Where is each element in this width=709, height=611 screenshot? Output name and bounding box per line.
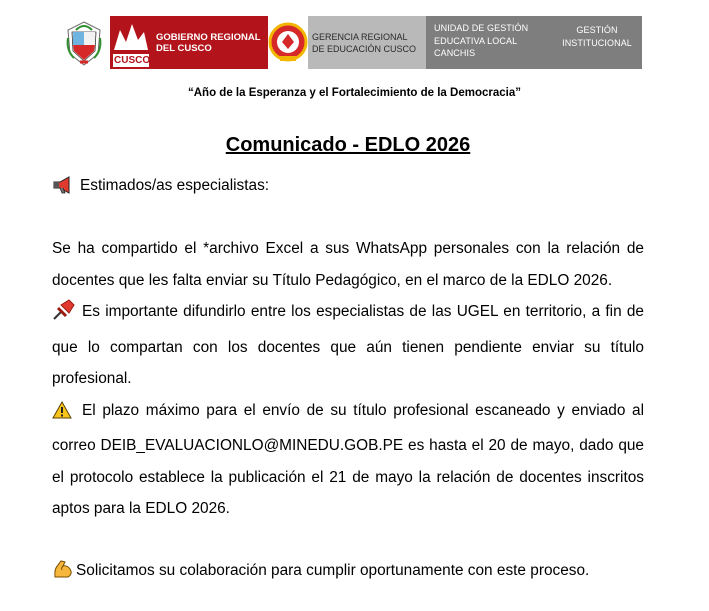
flexed-biceps-icon (52, 559, 74, 591)
closing-line (52, 555, 644, 591)
greeting-line (52, 170, 644, 206)
gerencia-regional-block (308, 16, 426, 69)
gestion-institucional-text (552, 16, 642, 69)
megaphone-icon (52, 174, 74, 206)
gobierno-regional-text (152, 32, 261, 54)
ugel-line-3: CANCHIS (434, 48, 476, 58)
message-body (52, 233, 644, 525)
paragraph-2 (52, 296, 644, 395)
paragraph-1: Se ha compartido el *archivo Excel a sus WhatsApp personales con la relación de docentes que les falta enviar su Título Pedagógico, en el marco de la EDLO 2026. (52, 240, 644, 289)
gobierno-line-1: GOBIERNO REGIONAL (156, 31, 261, 43)
gerencia-line-2: DE EDUCACIÓN CUSCO (312, 43, 417, 54)
gerencia-emblem-icon (268, 16, 308, 69)
warning-icon (52, 399, 72, 431)
gerencia-text (308, 31, 416, 55)
header-banner (58, 16, 642, 69)
page-title: Comunicado - EDLO 2026 (225, 134, 471, 156)
year-motto: “Año de la Esperanza y el Fortalecimiento de la Democracia” (188, 87, 521, 99)
ugel-text (426, 16, 552, 69)
greeting-text: Estimados/as especialistas: (80, 177, 270, 194)
cusco-mark: CUSCO (114, 55, 151, 66)
peru-coat-of-arms-icon (64, 18, 104, 68)
gerencia-line-1: GERENCIA REGIONAL (312, 31, 408, 42)
gestion-line-2: INSTITUCIONAL (562, 37, 632, 48)
ugel-line-2: EDUCATIVA LOCAL (434, 35, 518, 46)
ugel-line-1: UNIDAD DE GESTIÓN (434, 23, 529, 33)
paragraph-2-text: Es importante difundirlo entre los especialistas de las UGEL en territorio, a fin de que lo compartan con los docentes que aún tienen pendiente enviar su título profesional. (52, 303, 644, 387)
gobierno-line-2: DEL CUSCO (156, 42, 212, 54)
peru-seal (58, 16, 110, 69)
paragraph-3-text: El plazo máximo para el envío de su título profesional escaneado y enviado al correo DEIB_EVALUACIONLO@MINEDU.GOB.PE es hasta el 20 de mayo, dado que el protocolo establece la publicación el 21 de mayo la relación de docentes inscritos aptos para la EDLO 2026. (52, 401, 644, 517)
cusco-logo (110, 16, 152, 69)
ugel-block (426, 16, 642, 69)
closing-text: Solicitamos su colaboración para cumplir oportunamente con este proceso. (76, 562, 590, 579)
paragraph-3 (52, 395, 644, 525)
gestion-line-1: GESTIÓN (576, 25, 618, 35)
gerencia-logo (268, 16, 308, 69)
gobierno-regional-block (110, 16, 268, 69)
pushpin-icon (52, 298, 76, 332)
